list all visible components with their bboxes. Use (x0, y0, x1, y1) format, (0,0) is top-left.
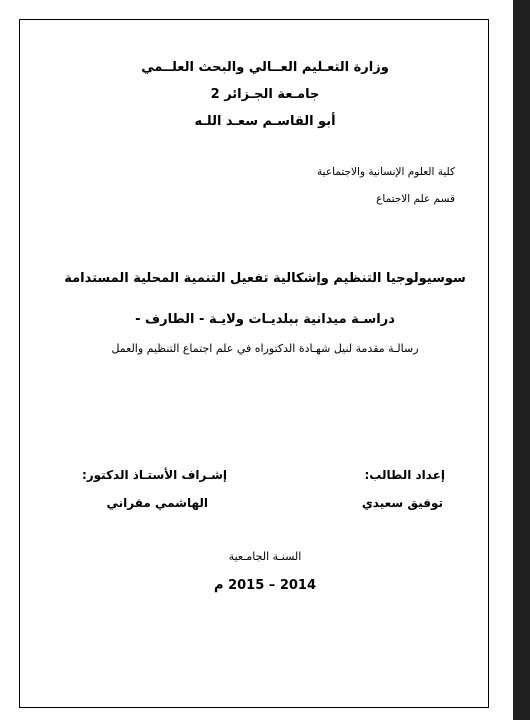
academic-year-label: السنـة الجامـعية (228, 550, 302, 563)
supervisor-name: الهاشمي مقراني (106, 496, 208, 510)
thesis-title: سوسيولوجيا التنظيم وإشكالية تفعيل التنمية المحلية المستدامة (64, 271, 466, 286)
ministry-name: وزارة التعـليم العــالي والبحث العلــمي (141, 60, 389, 75)
academic-year-value: 2014 – 2015 م (214, 578, 316, 593)
department-name: قسم علم الاجتماع (376, 193, 455, 205)
supervisor-label: إشـراف الأستـاذ الدكتور: (81, 468, 227, 482)
student-name: توفيق سعيدي (361, 496, 443, 510)
thesis-subtitle: دراسـة ميدانية ببلديـات ولايـة - الطارف - (135, 312, 395, 327)
student-label: إعداد الطالب: (364, 468, 445, 482)
university-name: جامـعة الجـزائر 2 (210, 87, 320, 102)
faculty-name: كلية العلوم الإنسانية والاجتماعية (317, 166, 455, 178)
thesis-purpose: رسالـة مقدمة لنيل شهـادة الدكتوراه في علم اجتماع التنظيم والعمل (111, 342, 419, 355)
campus-name: أبو القاسـم سعـد اللـه (194, 114, 336, 129)
viewer-scrollbar-shadow (513, 0, 530, 720)
